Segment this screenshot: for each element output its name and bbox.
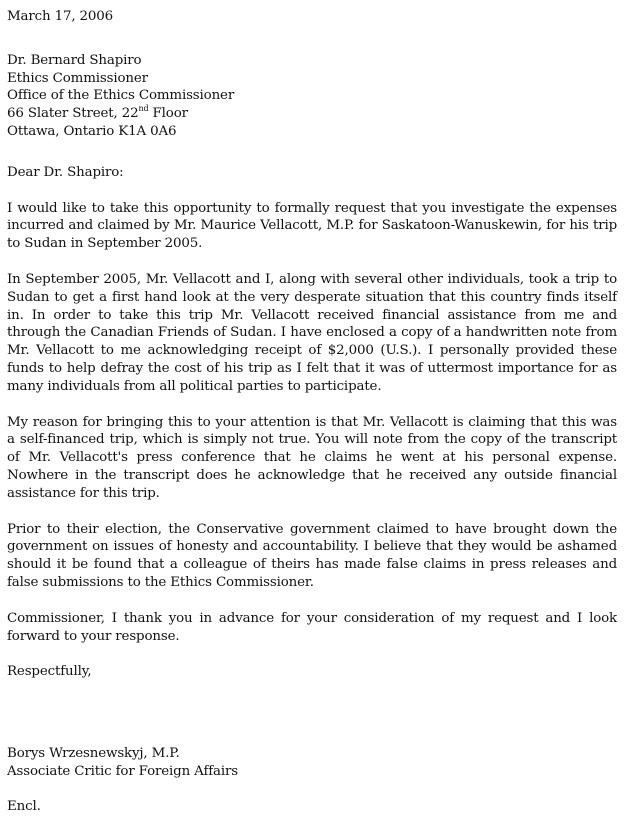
recipient-city: Ottawa, Ontario K1A 0A6 <box>7 123 177 139</box>
recipient-name: Dr. Bernard Shapiro <box>7 52 142 68</box>
paragraph-accountability: Prior to their election, the Conservative government claimed to have brought down the government on issues of honesty and accountability. I believe that they would be ashamed should it be found that a colleague of theirs has made false claims in press releases and false submissions to the Ethics Commissioner. <box>7 521 617 590</box>
recipient-office: Office of the Ethics Commissioner <box>7 88 235 104</box>
closing: Respectfully, <box>7 664 92 680</box>
salutation: Dear Dr. Shapiro: <box>7 164 124 180</box>
paragraph-reason: My reason for bringing this to your attention is that Mr. Vellacott is claiming that this was a self-financed trip, which is simply not true. You will note from the copy of the transcript of Mr. Vellacott's press conference that he claims he went at his personal expense. Nowhere in the transcript does he acknowledge that he received any outside financial assistance for this trip. <box>7 414 617 501</box>
floor-ordinal-suffix: nd <box>138 103 149 113</box>
sender-name: Borys Wrzesnewskyj, M.P. <box>7 746 180 762</box>
letter-date: March 17, 2006 <box>7 9 114 24</box>
recipient-title: Ethics Commissioner <box>7 70 148 86</box>
paragraph-thanks: Commissioner, I thank you in advance for your consideration of my request and I look forward to your response. <box>7 610 617 644</box>
signature-block <box>7 745 617 781</box>
paragraph-trip-details: In September 2005, Mr. Vellacott and I, along with several other individuals, took a trip to Sudan to get a first hand look at the very desperate situation that this country finds itself in. In order to take this trip Mr. Vellacott received financial assistance from me and through the Canadian Friends of Sudan. I have enclosed a copy of a handwritten note from Mr. Vellacott to me acknowledging receipt of $2,000 (U.S.). I personally provided these funds to help defray the cost of his trip as I felt that it was of uttermost importance for as many individuals from all political parties to participate. <box>7 271 617 394</box>
letter-body <box>7 8 617 816</box>
paragraph-request: I would like to take this opportunity to formally request that you investigate the expenses incurred and claimed by Mr. Maurice Vellacott, M.P. for Saskatoon-Wanuskewin, for his trip to Sudan in September 2005. <box>7 200 617 252</box>
sender-title: Associate Critic for Foreign Affairs <box>7 763 238 779</box>
street-number: 66 Slater Street, 22 <box>7 106 139 122</box>
recipient-street <box>7 105 617 123</box>
enclosure-note: Encl. <box>7 798 41 814</box>
recipient-address <box>7 52 617 141</box>
floor-label: Floor <box>148 106 188 122</box>
